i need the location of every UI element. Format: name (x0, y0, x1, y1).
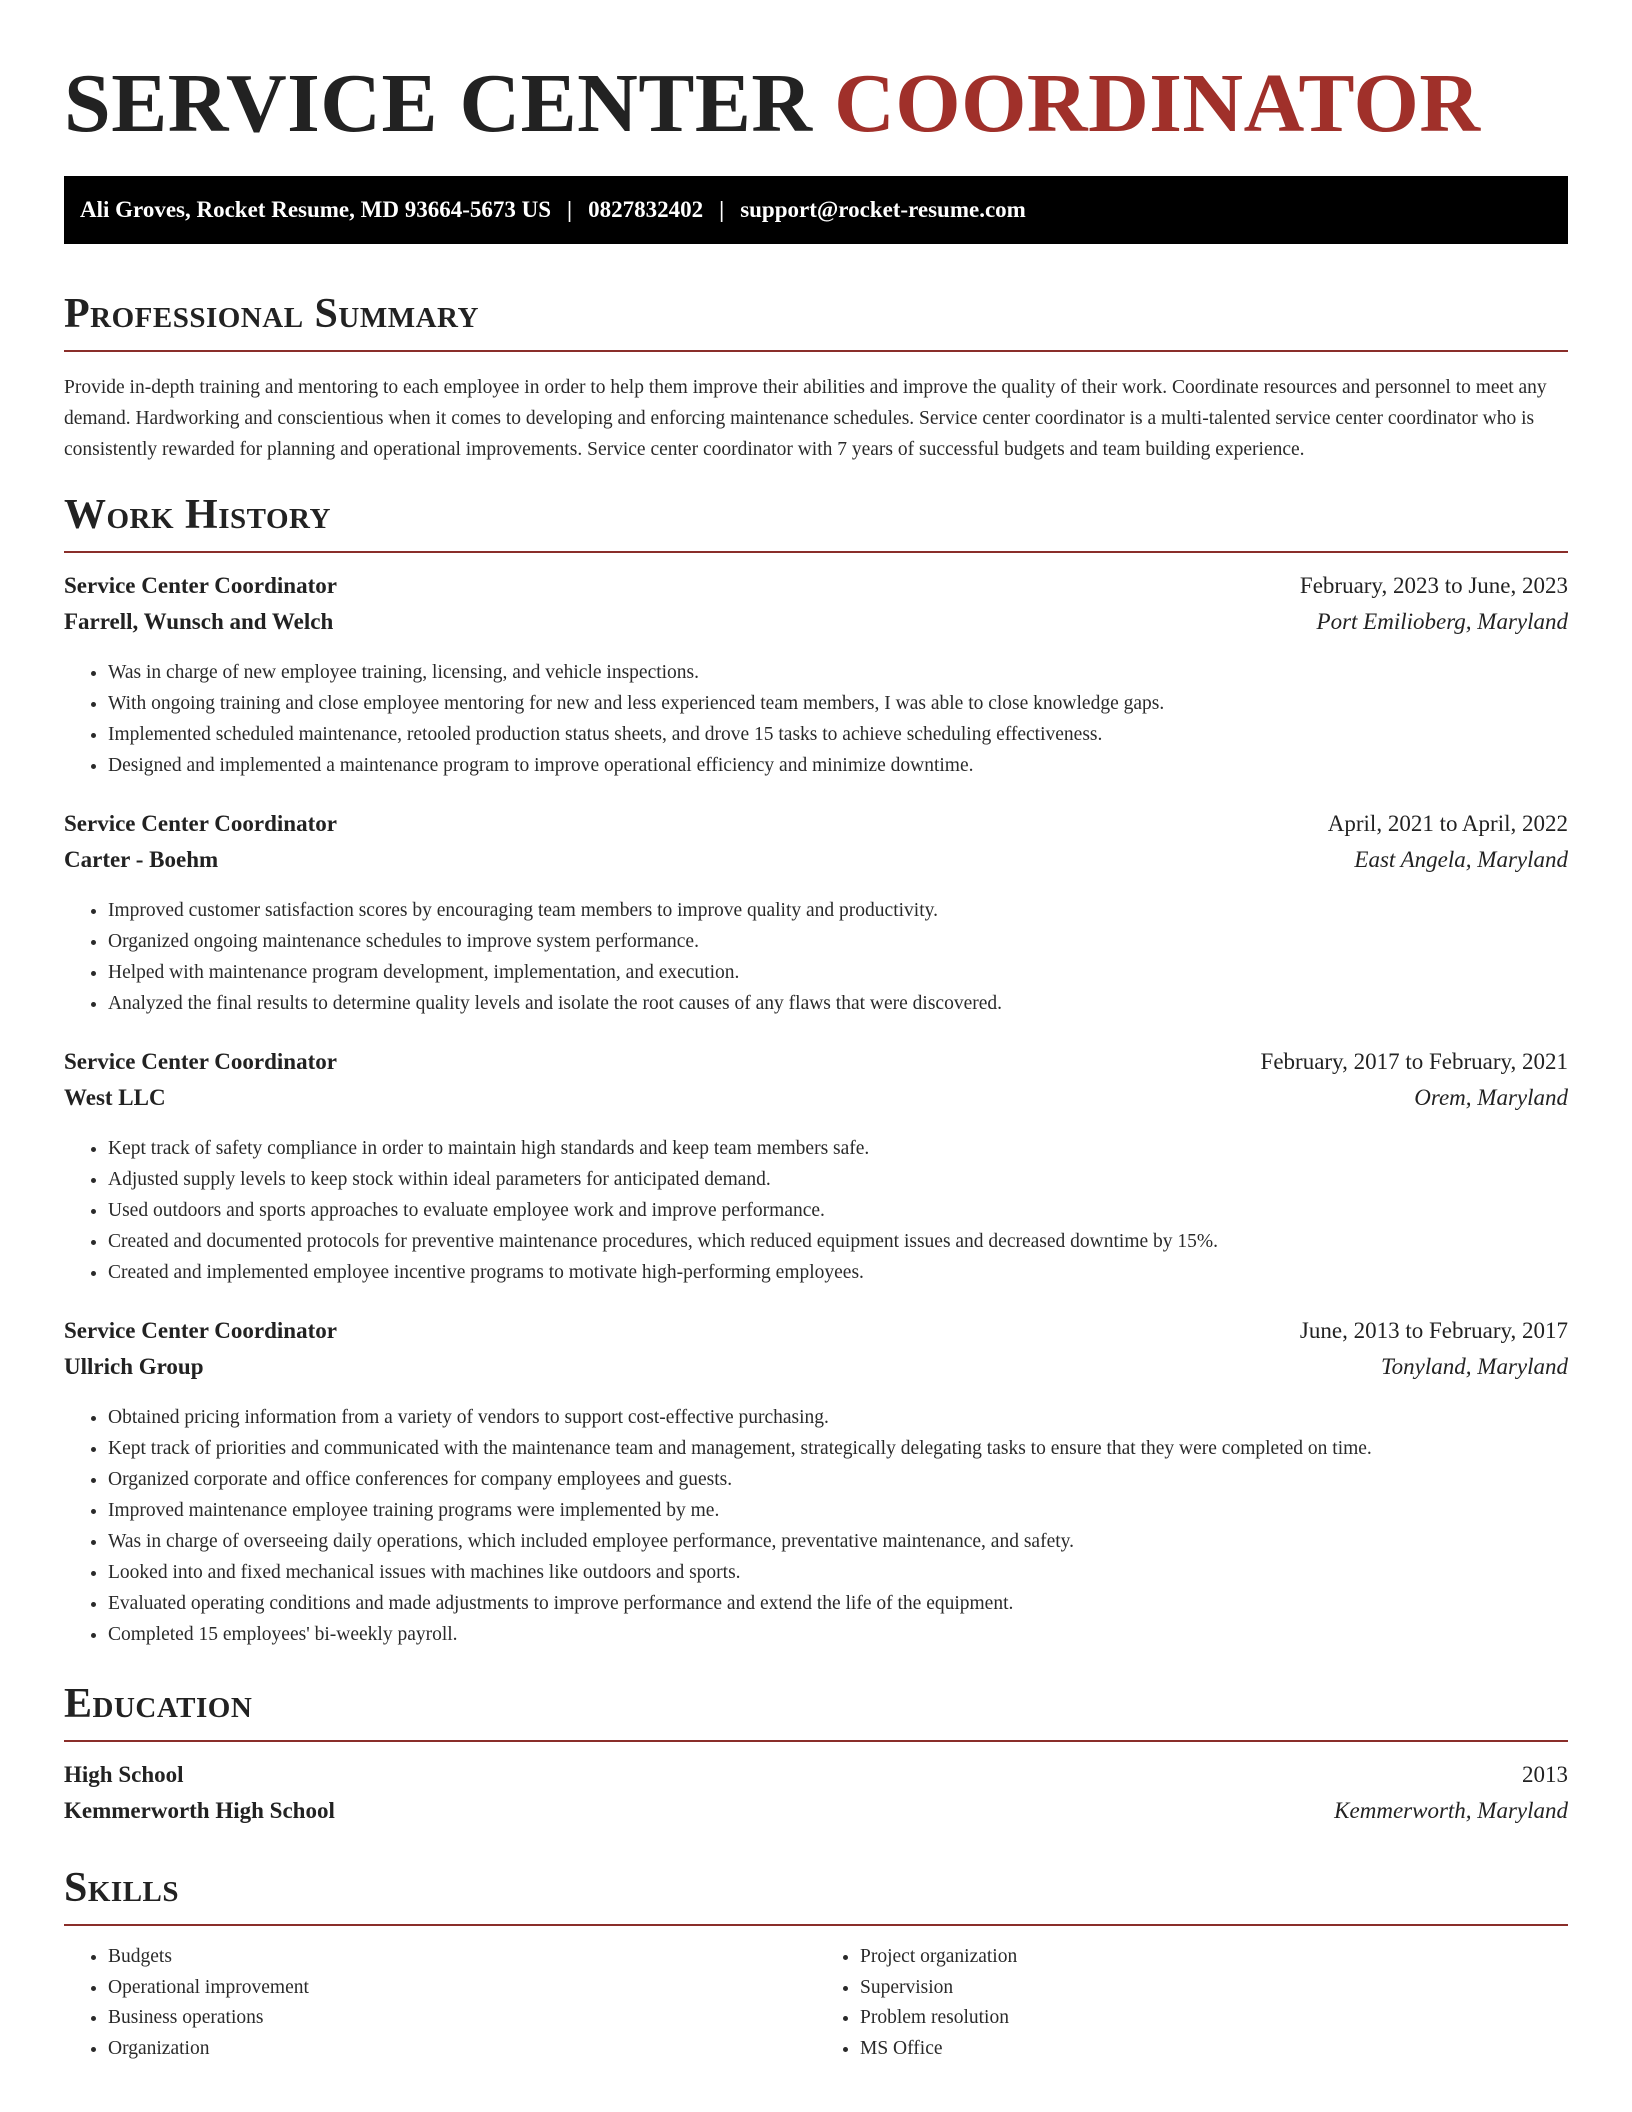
job-header-row (64, 811, 1568, 847)
job-company-row (64, 609, 1568, 645)
skill-item: • Organization (108, 2034, 816, 2065)
contact-phone: 0827832402 (588, 197, 704, 222)
job-bullet: • Implemented scheduled maintenance, retooled production status sheets, and drove 15 tasks to achieve scheduling effectiveness. (108, 719, 1568, 750)
job-title: Service Center Coordinator (64, 1049, 337, 1074)
job-company: Carter - Boehm (64, 847, 219, 872)
job-title: Service Center Coordinator (64, 1318, 337, 1343)
skill-item: • Business operations (108, 2003, 816, 2034)
job-bullets (64, 895, 1568, 1019)
education-entry (64, 1762, 1568, 1834)
job-dates: February, 2023 to June, 2023 (1299, 573, 1568, 598)
job-bullet: • Was in charge of overseeing daily operations, which included employee performance, preventative maintenance, and safety. (108, 1526, 1568, 1557)
title-accent: COORDINATOR (834, 57, 1481, 150)
skills-section (64, 1862, 1568, 2064)
job-entry (64, 573, 1568, 781)
section-divider (64, 551, 1568, 553)
job-bullet: • Evaluated operating conditions and made adjustments to improve performance and extend the life of the equipment. (108, 1588, 1568, 1619)
skill-item: • Operational improvement (108, 1973, 816, 2004)
skill-item: • Supervision (860, 1973, 1568, 2004)
job-company-row (64, 1085, 1568, 1121)
job-company: West LLC (64, 1085, 166, 1110)
contact-address: Ali Groves, Rocket Resume, MD 93664-5673 US (80, 197, 552, 222)
job-header-row (64, 1318, 1568, 1354)
education-section (64, 1678, 1568, 1834)
section-divider (64, 1924, 1568, 1926)
job-bullet: • Helped with maintenance program development, implementation, and execution. (108, 957, 1568, 988)
education-location: Kemmerworth, Maryland (1334, 1798, 1568, 1823)
summary-section (64, 288, 1568, 465)
job-entry (64, 1049, 1568, 1288)
title-main: SERVICE CENTER (64, 57, 813, 150)
job-header-row (64, 573, 1568, 609)
job-bullet: • Kept track of safety compliance in order to maintain high standards and keep team members safe. (108, 1133, 1568, 1164)
education-degree: High School (64, 1762, 184, 1787)
job-bullet: • Improved maintenance employee training programs were implemented by me. (108, 1495, 1568, 1526)
job-bullet: • Created and implemented employee incentive programs to motivate high-performing employees. (108, 1257, 1568, 1288)
education-school-row (64, 1798, 1568, 1834)
job-company: Ullrich Group (64, 1354, 204, 1379)
job-company: Farrell, Wunsch and Welch (64, 609, 334, 634)
job-bullets (64, 1402, 1568, 1650)
skill-item: • MS Office (860, 2034, 1568, 2065)
skills-column-left (64, 1942, 816, 2064)
education-year: 2013 (1522, 1762, 1568, 1787)
job-bullet: • Kept track of priorities and communicated with the maintenance team and management, strategically delegating tasks to ensure that they were completed on time. (108, 1433, 1568, 1464)
job-bullet: • Organized corporate and office conferences for company employees and guests. (108, 1464, 1568, 1495)
job-dates: February, 2017 to February, 2021 (1260, 1049, 1568, 1074)
job-location: Orem, Maryland (1414, 1085, 1568, 1110)
job-bullet: • Improved customer satisfaction scores by encouraging team members to improve quality and productivity. (108, 895, 1568, 926)
contact-separator: | (567, 197, 573, 222)
job-entry (64, 811, 1568, 1019)
section-heading-education: Education (64, 1681, 253, 1727)
section-divider (64, 350, 1568, 352)
skills-column-right (816, 1942, 1568, 2064)
job-bullet: • With ongoing training and close employee mentoring for new and less experienced team members, I was able to close knowledge gaps. (108, 688, 1568, 719)
job-bullet: • Looked into and fixed mechanical issues with machines like outdoors and sports. (108, 1557, 1568, 1588)
job-location: Port Emilioberg, Maryland (1316, 609, 1568, 634)
skill-item: • Problem resolution (860, 2003, 1568, 2034)
education-header-row (64, 1762, 1568, 1798)
section-divider (64, 1740, 1568, 1742)
summary-text: Provide in-depth training and mentoring to each employee in order to help them improve their abilities and improve the quality of their work. Coordinate resources and personnel to meet any demand. Hardworking and conscientious when it comes to developing and enforcing maintenance schedules. Service center coordinator is a multi-talented service center coordinator who is consistently rewarded for planning and operational improvements. Service center coordinator with 7 years of successful budgets and team building experience. (64, 377, 1547, 460)
job-dates: June, 2013 to February, 2017 (1299, 1318, 1568, 1343)
job-bullet: • Organized ongoing maintenance schedules to improve system performance. (108, 926, 1568, 957)
contact-email[interactable]: support@rocket-resume.com (740, 197, 1026, 222)
job-location: East Angela, Maryland (1354, 847, 1568, 872)
work-section (64, 489, 1568, 1650)
job-company-row (64, 1354, 1568, 1390)
job-dates: April, 2021 to April, 2022 (1327, 811, 1568, 836)
job-bullet: • Was in charge of new employee training, licensing, and vehicle inspections. (108, 657, 1568, 688)
job-bullets (64, 1133, 1568, 1288)
job-entry (64, 1318, 1568, 1650)
section-heading-skills: Skills (64, 1865, 180, 1911)
job-location: Tonyland, Maryland (1381, 1354, 1568, 1379)
job-title: Service Center Coordinator (64, 811, 337, 836)
job-header-row (64, 1049, 1568, 1085)
job-bullet: • Completed 15 employees' bi-weekly payroll. (108, 1619, 1568, 1650)
section-heading-work: Work History (64, 492, 331, 538)
education-school: Kemmerworth High School (64, 1798, 335, 1823)
job-company-row (64, 847, 1568, 883)
job-bullet: • Created and documented protocols for preventive maintenance procedures, which reduced equipment issues and decreased downtime by 15%. (108, 1226, 1568, 1257)
skill-item: • Budgets (108, 1942, 816, 1973)
job-title: Service Center Coordinator (64, 573, 337, 598)
section-heading-summary: Professional Summary (64, 291, 479, 337)
contact-separator: | (719, 197, 725, 222)
job-bullet: • Adjusted supply levels to keep stock within ideal parameters for anticipated demand. (108, 1164, 1568, 1195)
skill-item: • Project organization (860, 1942, 1568, 1973)
contact-bar (64, 176, 1568, 244)
job-bullet: • Used outdoors and sports approaches to evaluate employee work and improve performance. (108, 1195, 1568, 1226)
job-bullet: • Designed and implemented a maintenance program to improve operational efficiency and minimize downtime. (108, 750, 1568, 781)
resume-title (64, 0, 1568, 176)
job-bullet: • Obtained pricing information from a variety of vendors to support cost-effective purchasing. (108, 1402, 1568, 1433)
job-bullet: • Analyzed the final results to determine quality levels and isolate the root causes of any flaws that were discovered. (108, 988, 1568, 1019)
skills-list (64, 1942, 1568, 2064)
job-bullets (64, 657, 1568, 781)
